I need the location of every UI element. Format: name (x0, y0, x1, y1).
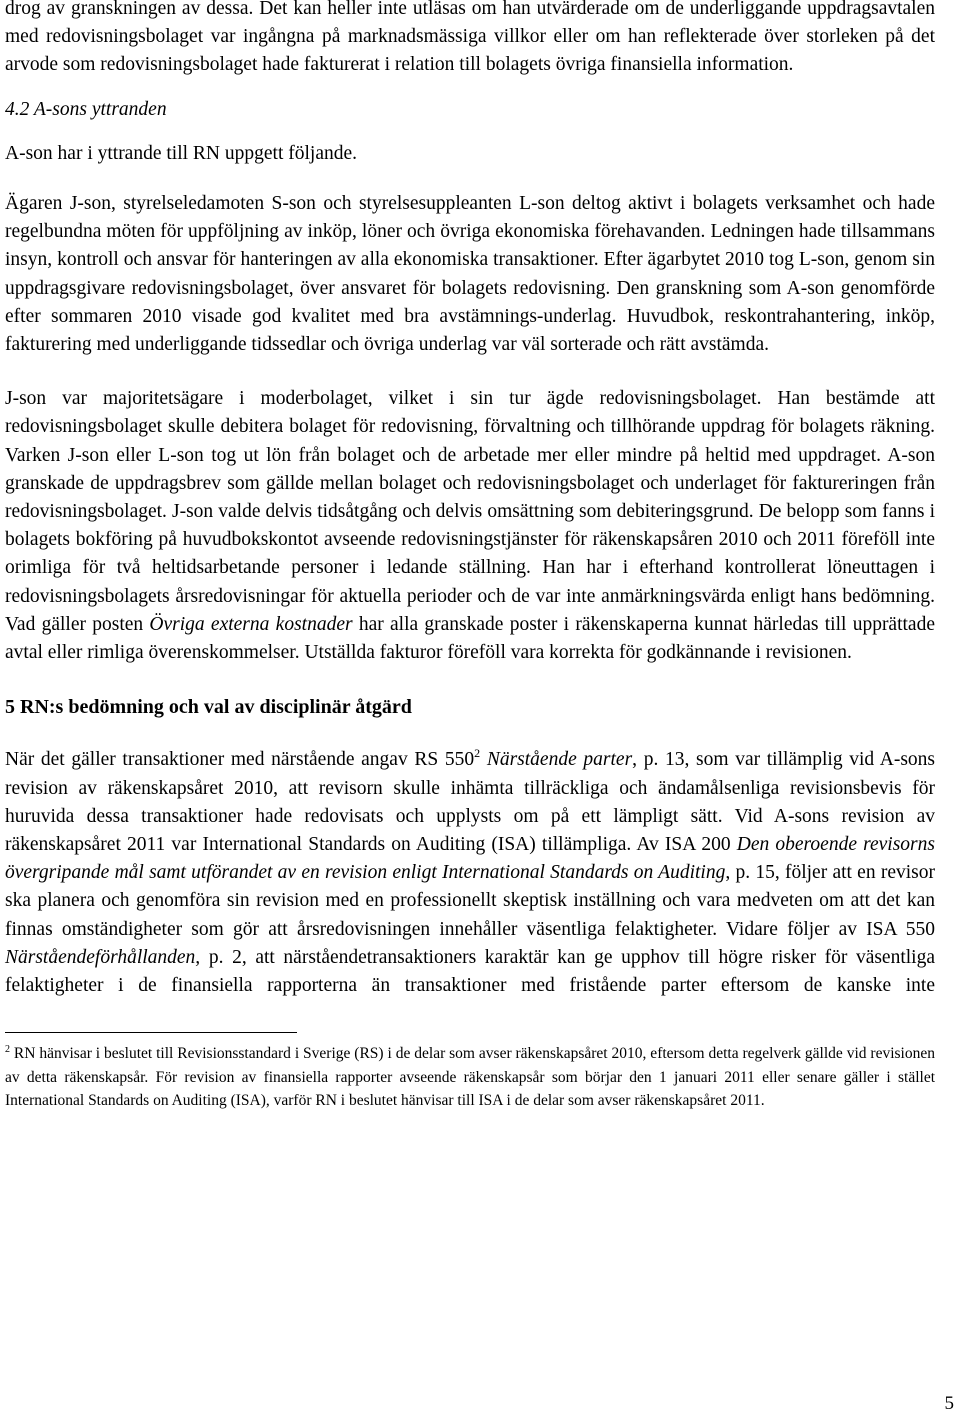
document-page (5, 0, 935, 1112)
italic-title: Närståendeförhållanden, (5, 946, 201, 968)
footnote-reference[interactable]: 2 (474, 746, 481, 761)
footnote-number: 2 (5, 1044, 10, 1056)
paragraph-rn-assessment: När det gäller transaktioner med närstående angav RS $550^2$ Närstående parter, p. 13, som var tillämplig vid A-sons revision av räkenskapsåret 2010, att revisorn skulle inhämta tillräckliga och ändamålsenliga revisionsbevis för huruvida dessa transaktioner hade redovisats och upplysts om på ett lämpligt sätt. Vid A-sons revision av räkenskapsåret 2011 var International Standards on Auditing (ISA) tillämpliga. Av ISA 200 Den oberoende revisorns övergripande mål samt utförandet av en revision enligt International Standards on Auditing, p. 15, följer att en revisor ska planera och genomföra sin revision med en professionellt skeptisk inställning och vara medveten om att det kan finnas omständigheter som gör att årsredovisningen innehåller väsentliga felaktigheter. Vidare följer av ISA 550 Närståendeförhållanden, p. 2, att närståendetransaktioners karaktär kan ge upphov till högre risker för väsentliga felaktigheter i de finansiella rapporterna än transaktioner med fristående parter eftersom de kanske inte (5, 746, 935, 997)
section-4-2-intro: A-son har i yttrande till RN uppgett följande. (5, 142, 358, 164)
page-number: 5 (944, 1393, 954, 1414)
section-4-2-heading: 4.2 A-sons yttranden (5, 98, 167, 120)
section-5-heading: 5 RN:s bedömning och val av disciplinär åtgärd (5, 696, 412, 719)
italic-title: Den oberoende revisorns övergripande mål samt utförandet av en revision enligt International Standards on Auditing (5, 834, 935, 884)
paragraph-continuation: drog av granskningen av dessa. Det kan heller inte utläsas om han utvärderade om de underliggande uppdragsavtalen med redovisningsbolaget var ingångna på marknadsmässiga villkor eller om han reflekterade över storleken på det arvode som redovisningsbolaget hade fakturerat i relation till bolagets övriga finansiella information. (5, 0, 935, 76)
italic-term: Övriga externa kostnader (149, 613, 353, 635)
footnote: $^2$ RN hänvisar i beslutet till Revisionsstandard i Sverige (RS) i de delar som avser räkenskapsåret 2010, eftersom detta regelverk gällde vid revisionen av detta räkenskapsår. För revision av finansiella rapporter avseende räkenskapsår som börjar den 1 januari 2011 eller senare gäller i stället International Standards on Auditing (ISA), varför RN i beslutet hänvisar till ISA i de delar som avser räkenskapsåret 2011. (5, 1044, 935, 1109)
footnote-divider (5, 1032, 297, 1033)
paragraph-owner-statement: Ägaren J-son, styrelseledamoten S-son och styrelsesuppleanten L-son deltog aktivt i bolagets verksamhet och hade regelbundna möten för uppföljning av inköp, löner och övriga ekonomiska förehavanden. Ledningen hade tillsammans insyn, kontroll och ansvar för hanteringen av alla ekonomiska transaktioner. Efter ägarbytet 2010 tog L-son, genom sin uppdragsgivare redovisningsbolaget, över ansvaret för bolagets redovisning. Den granskning som A-son genomförde efter sommaren 2010 visade god kvalitet med bra avstämnings-underlag. Huvudbok, reskontrahantering, inköp, fakturering med underliggande tidssedlar och övriga underlag var väl sorterade och rätt avstämda. (5, 193, 935, 356)
paragraph-json-statement: J-son var majoritetsägare i moderbolaget, vilket i sin tur ägde redovisningsbolaget. Han bestämde att redovisningsbolaget skulle debitera bolaget för redovisning, förvaltning och tillhörande uppdrag för bolagets räkning. Varken J-son eller L-son tog ut lön från bolaget och de arbetade mer eller mindre på heltid med uppdraget. A-son granskade de uppdragsbrev som gällde mellan bolaget och redovisningsbolaget och underlaget för faktureringen från redovisningsbolaget. J-son valde delvis tidsåtgång och delvis omsättning som debiteringsgrund. De belopp som fanns i bolagets bokföring på huvudbokskontot avseende redovisningstjänster för räkenskapsåren 2010 och 2011 föreföll inte orimliga för två heltidsarbetande personer i ledande ställning. Han har i efterhand kontrollerat löneuttagen i redovisningsbolagets årsredovisningar för aktuella perioder och de var inte anmärkningsvärda enligt hans bedömning. Vad gäller posten Övriga externa kostnader har alla granskade poster i räkenskaperna kunnat härledas till upprättade avtal eller rimliga överenskommelser. Utställda fakturor föreföll vara korrekta för godkännande i revisionen. (5, 388, 935, 664)
italic-title: Närstående parter (486, 749, 633, 771)
